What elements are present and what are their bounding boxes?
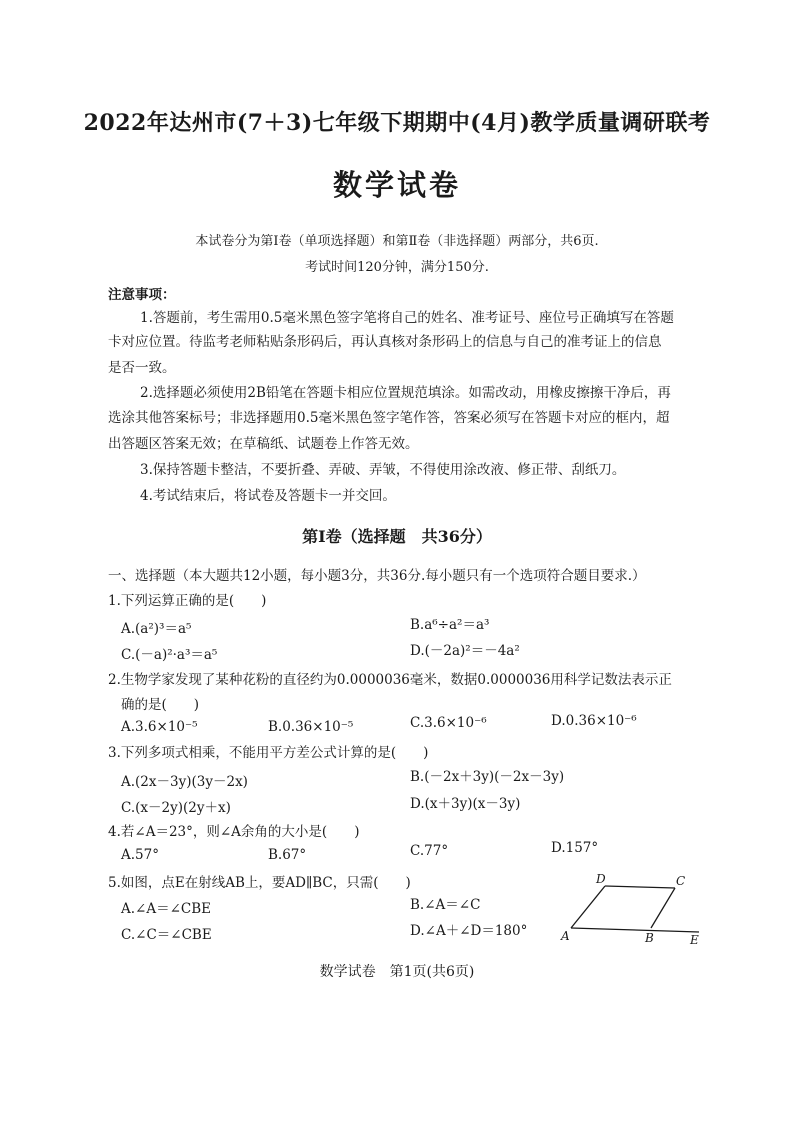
q2-stem-line-1: 2.生物学家发现了某种花粉的直径约为0.0000036毫米，数据0.0000036用科学记数法表示正: [108, 672, 672, 688]
label-b: B: [645, 931, 654, 945]
q1-stem: 1.下列运算正确的是( ): [108, 593, 267, 609]
exam-title: 2022年达州市(7＋3)七年级下期期中(4月)教学质量调研联考: [83, 110, 711, 136]
note-2-line-3: 出答题区答案无效；在草稿纸、试题卷上作答无效。: [108, 436, 419, 452]
q3-option-a: A.(2x－3y)(3y－2x): [121, 774, 248, 790]
q5-stem: 5.如图，点E在射线AB上，要AD∥BC，只需( ): [108, 875, 411, 891]
ray-abe: [571, 928, 699, 932]
label-d: D: [596, 872, 606, 886]
q1-option-a: A.(a²)³＝a⁵: [121, 621, 192, 637]
note-3: 3.保持答题卡整洁，不要折叠、弄破、弄皱，不得使用涂改液、修正带、刮纸刀。: [140, 462, 626, 478]
note-4: 4.考试结束后，将试卷及答题卡一并交回。: [140, 488, 396, 504]
q4-option-a: A.57°: [121, 847, 159, 863]
q4-stem: 4.若∠A＝23°，则∠A余角的大小是( ): [108, 824, 360, 840]
q5-option-a: A.∠A＝∠CBE: [121, 901, 212, 917]
segment-ad: [571, 886, 605, 928]
q3-option-d: D.(x＋3y)(x－3y): [410, 796, 521, 812]
label-c: C: [676, 874, 686, 888]
note-2-line-1: 2.选择题必须使用2B铅笔在答题卡相应位置规范填涂。如需改动，用橡皮擦擦干净后，再: [140, 385, 671, 401]
segment-dc: [605, 886, 675, 888]
q2-stem-line-2: 确的是( ): [121, 697, 200, 713]
notes-heading: 注意事项：: [108, 287, 176, 303]
section-title: 第Ⅰ卷（选择题 共36分）: [302, 527, 492, 546]
label-a: A: [561, 929, 570, 943]
segment-cb: [651, 888, 675, 928]
q3-stem: 3.下列多项式相乘，不能用平方差公式计算的是( ): [108, 745, 429, 761]
q2-option-d: D.0.36×10⁻⁶: [551, 713, 637, 729]
q3-option-c: C.(x－2y)(2y＋x): [121, 800, 231, 816]
intro-line-1: 本试卷分为第Ⅰ卷（单项选择题）和第Ⅱ卷（非选择题）两部分，共6页.: [195, 234, 599, 249]
note-1-line-2: 卡对应位置。待监考老师粘贴条形码后，再认真核对条形码上的信息与自己的准考证上的信息: [108, 334, 662, 350]
section-instruction: 一、选择题（本大题共12小题，每小题3分，共36分.每小题只有一个选项符合题目要求.）: [108, 568, 646, 584]
q2-option-a: A.3.6×10⁻⁵: [121, 719, 198, 735]
note-2-line-2: 选涂其他答案标号；非选择题用0.5毫米黑色签字笔作答，答案必须写在答题卡对应的框内，超: [108, 410, 670, 426]
note-1-line-3: 是否一致。: [108, 360, 176, 376]
q3-option-b: B.(－2x＋3y)(－2x－3y): [410, 769, 565, 785]
parallelogram-figure: [555, 868, 715, 948]
q4-option-b: B.67°: [268, 847, 307, 863]
q1-option-c: C.(－a)²·a³＝a⁵: [121, 647, 218, 663]
exam-subtitle: 数学试卷: [332, 168, 461, 202]
q1-option-d: D.(－2a)²＝－4a²: [410, 643, 520, 659]
q4-option-c: C.77°: [410, 843, 449, 859]
intro-line-2: 考试时间120分钟，满分150分.: [305, 260, 489, 275]
q5-option-b: B.∠A＝∠C: [410, 897, 481, 913]
label-e: E: [690, 933, 699, 947]
note-1-line-1: 1.答题前，考生需用0.5毫米黑色签字笔将自己的姓名、准考证号、座位号正确填写在答题: [140, 310, 674, 326]
q2-option-c: C.3.6×10⁻⁶: [410, 715, 487, 731]
page-footer: 数学试卷 第1页(共6页): [319, 964, 475, 980]
q5-option-d: D.∠A＋∠D＝180°: [410, 923, 528, 939]
q1-option-b: B.a⁶÷a²＝a³: [410, 617, 490, 633]
q4-option-d: D.157°: [551, 840, 599, 856]
q5-option-c: C.∠C＝∠CBE: [121, 927, 212, 943]
q2-option-b: B.0.36×10⁻⁵: [268, 719, 354, 735]
